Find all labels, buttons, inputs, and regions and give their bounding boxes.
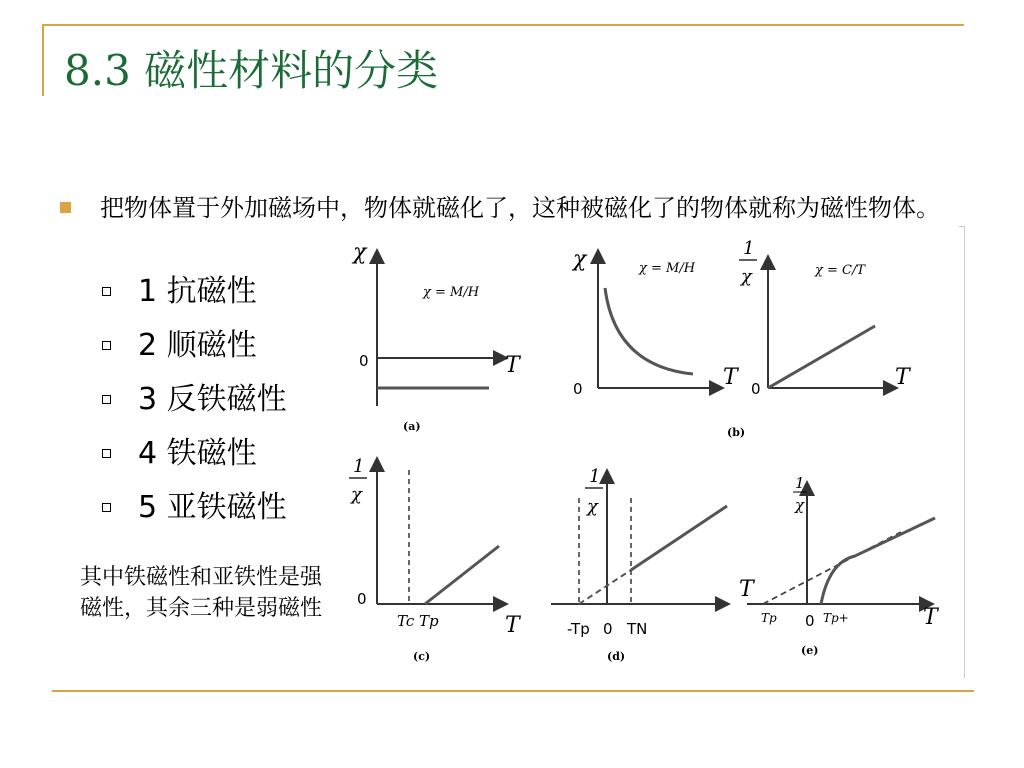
svg-text:Tp+: Tp+ bbox=[823, 611, 849, 625]
susceptibility-figure bbox=[343, 226, 965, 680]
svg-text:0: 0 bbox=[359, 352, 369, 370]
susceptibility-plots bbox=[343, 226, 965, 680]
svg-text:χ: χ bbox=[351, 484, 362, 505]
checkbox-bullet-icon bbox=[102, 503, 111, 512]
svg-text:(d): (d) bbox=[607, 650, 626, 663]
svg-text:Tc: Tc bbox=[397, 612, 415, 630]
svg-text:T: T bbox=[505, 353, 520, 378]
curve-b2 bbox=[768, 326, 875, 388]
checkbox-bullet-icon bbox=[102, 395, 111, 404]
svg-text:1: 1 bbox=[743, 238, 755, 259]
svg-text:χ: χ bbox=[573, 247, 587, 272]
svg-text:χ = M/H: χ = M/H bbox=[639, 261, 696, 276]
svg-text:0: 0 bbox=[751, 380, 761, 398]
bottom-rule bbox=[52, 690, 974, 692]
svg-text:T: T bbox=[923, 605, 938, 630]
svg-text:0: 0 bbox=[573, 380, 583, 398]
list-item: 2 顺磁性 bbox=[100, 324, 287, 378]
panel-a bbox=[351, 240, 522, 433]
svg-text:Tp: Tp bbox=[419, 612, 439, 630]
svg-text:(e): (e) bbox=[801, 644, 819, 657]
svg-text:χ = C/T: χ = C/T bbox=[815, 263, 866, 278]
svg-text:Tp: Tp bbox=[761, 611, 777, 625]
svg-text:1: 1 bbox=[353, 456, 365, 477]
formula-label: χ = M/H bbox=[423, 285, 480, 300]
list-item: 4 铁磁性 bbox=[100, 432, 287, 486]
panel-b bbox=[571, 247, 745, 439]
svg-text:0: 0 bbox=[357, 590, 367, 608]
curve-c bbox=[425, 546, 499, 604]
note-text: 其中铁磁性和亚铁性是强磁性，其余三种是弱磁性 bbox=[80, 565, 323, 621]
panel-e bbox=[739, 474, 940, 657]
curve-d bbox=[631, 506, 727, 570]
curve-b bbox=[605, 288, 693, 374]
svg-text:0: 0 bbox=[805, 612, 815, 630]
svg-text:T: T bbox=[895, 365, 910, 390]
svg-text:TN: TN bbox=[627, 620, 648, 638]
svg-text:(b): (b) bbox=[727, 426, 746, 439]
bullet-square-icon bbox=[60, 202, 71, 213]
svg-text:-Tp: -Tp bbox=[567, 620, 590, 638]
checkbox-bullet-icon bbox=[102, 341, 111, 350]
intro-bullet bbox=[60, 192, 960, 224]
panel-c bbox=[349, 456, 522, 663]
checkbox-bullet-icon bbox=[102, 449, 111, 458]
svg-text:T: T bbox=[739, 577, 754, 602]
svg-text:χ: χ bbox=[795, 496, 805, 514]
axis-y-label: χ bbox=[353, 240, 367, 265]
magnetism-type-list bbox=[100, 270, 287, 540]
svg-text:χ: χ bbox=[741, 266, 752, 287]
left-rule bbox=[42, 24, 44, 96]
checkbox-bullet-icon bbox=[102, 287, 111, 296]
list-item: 1 抗磁性 bbox=[100, 270, 287, 324]
top-rule bbox=[42, 24, 964, 26]
list-item: 3 反铁磁性 bbox=[100, 378, 287, 432]
list-item: 5 亚铁磁性 bbox=[100, 486, 287, 540]
curve-e bbox=[821, 518, 935, 604]
svg-text:T: T bbox=[723, 365, 738, 390]
svg-text:T: T bbox=[505, 613, 520, 638]
svg-text:(a): (a) bbox=[403, 420, 421, 433]
svg-text:1: 1 bbox=[589, 466, 601, 487]
svg-text:χ: χ bbox=[587, 496, 598, 517]
panel-b2 bbox=[739, 238, 912, 398]
panel-d bbox=[551, 466, 727, 663]
page-title: 8.3 磁性材料的分类 bbox=[64, 46, 439, 95]
svg-text:1: 1 bbox=[795, 474, 805, 492]
svg-text:0: 0 bbox=[603, 620, 613, 638]
svg-text:(c): (c) bbox=[413, 650, 431, 663]
intro-text: 把物体置于外加磁场中，物体就磁化了，这种被磁化了的物体就称为磁性物体。 bbox=[100, 194, 940, 222]
